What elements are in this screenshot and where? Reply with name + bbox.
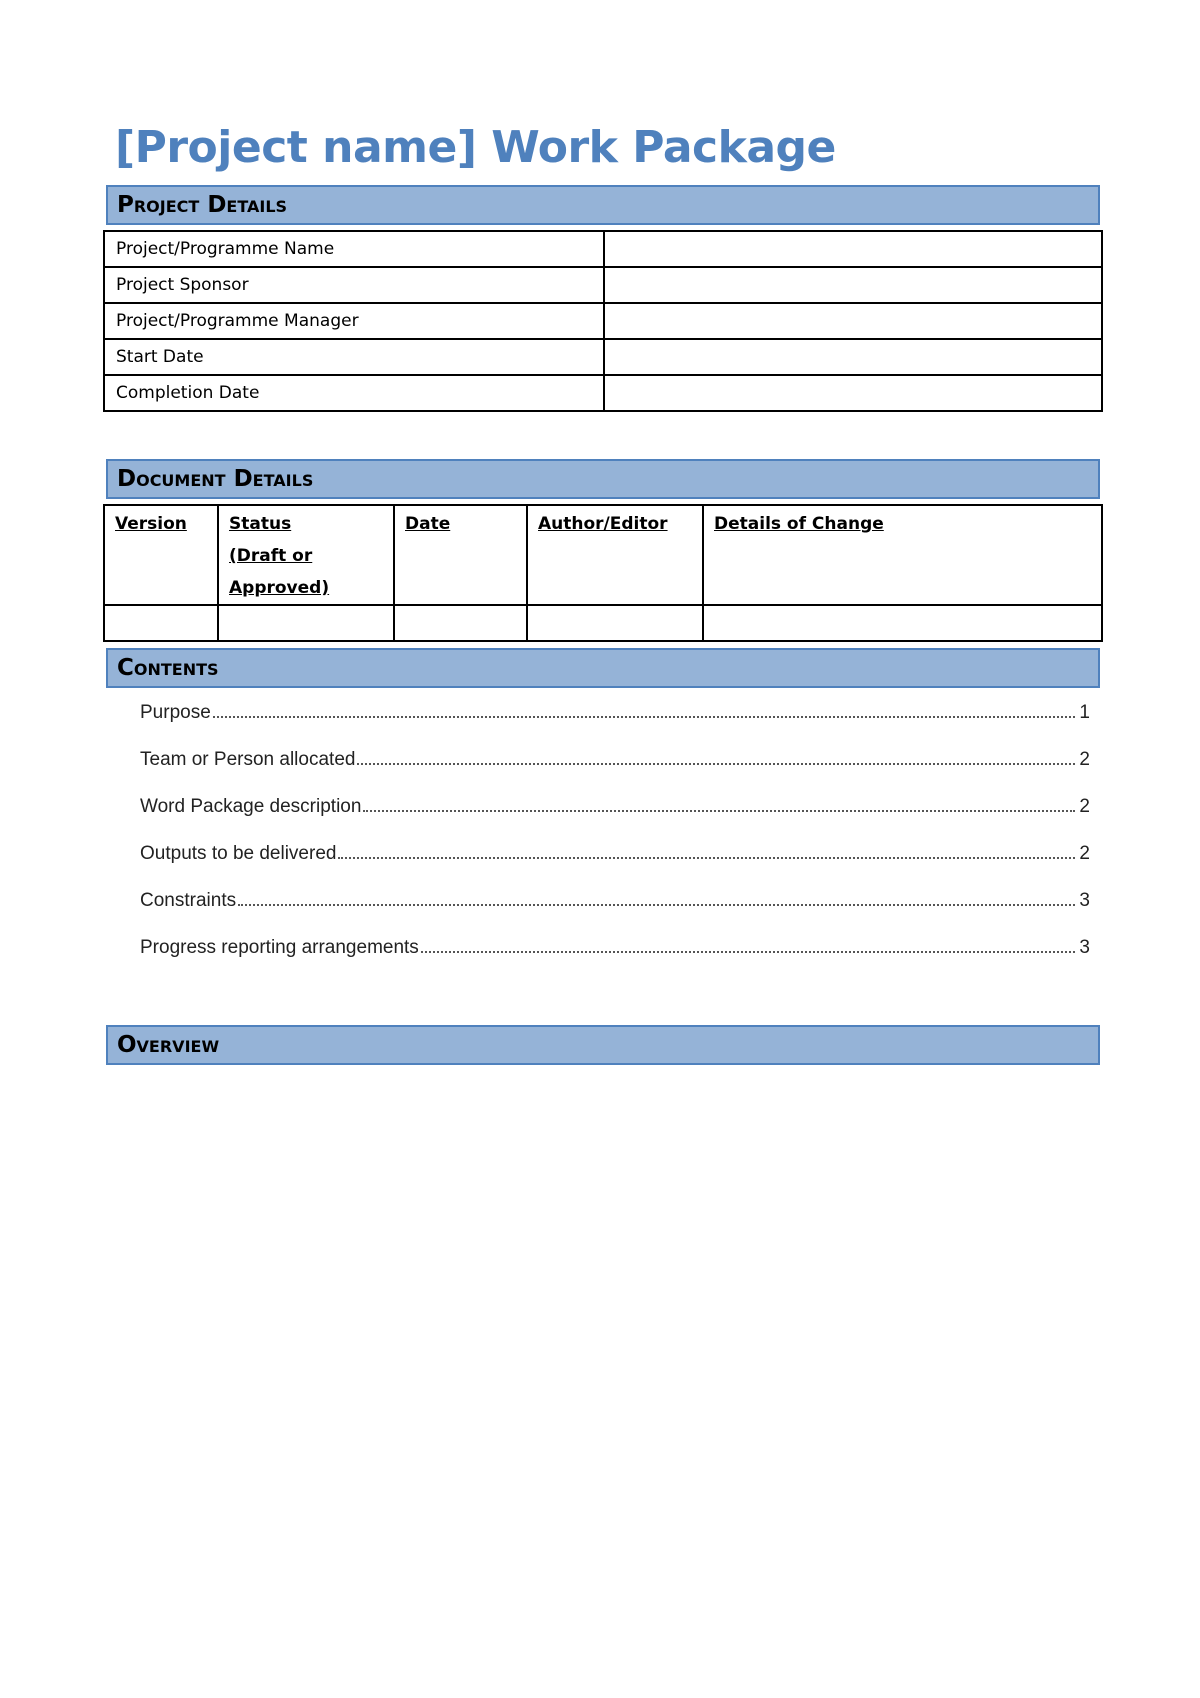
toc-page-number: 1	[1079, 702, 1090, 723]
date-header: Date	[394, 505, 527, 605]
toc-item-label: Outputs to be delivered	[140, 843, 337, 864]
page-title: [Project name] Work Package	[115, 122, 836, 173]
toc-item-progress[interactable]	[140, 937, 1090, 984]
toc-leader	[363, 810, 1075, 812]
toc-page-number: 2	[1079, 749, 1090, 770]
project-manager-label: Project/Programme Manager	[104, 303, 604, 339]
toc-item-label: Progress reporting arrangements	[140, 937, 419, 958]
section-header-document-details: Document Details	[106, 459, 1100, 499]
project-name-value[interactable]	[604, 231, 1102, 267]
toc-leader	[213, 716, 1075, 718]
project-details-table	[103, 230, 1103, 412]
completion-date-label: Completion Date	[104, 375, 604, 411]
status-header-sub: (Draft or Approved)	[229, 546, 330, 598]
author-header: Author/Editor	[527, 505, 703, 605]
toc-item-label: Purpose	[140, 702, 211, 723]
toc-page-number: 2	[1079, 796, 1090, 817]
start-date-label: Start Date	[104, 339, 604, 375]
details-of-change-header: Details of Change	[703, 505, 1102, 605]
status-header-label: Status	[229, 514, 292, 534]
toc-leader	[421, 951, 1075, 953]
table-header-row	[104, 505, 1102, 605]
project-manager-value[interactable]	[604, 303, 1102, 339]
section-header-overview: Overview	[106, 1025, 1100, 1065]
status-cell[interactable]	[218, 605, 394, 641]
table-of-contents	[140, 702, 1090, 984]
toc-item-constraints[interactable]	[140, 890, 1090, 937]
details-of-change-cell[interactable]	[703, 605, 1102, 641]
toc-item-label: Team or Person allocated	[140, 749, 356, 770]
table-row	[104, 303, 1102, 339]
toc-item-outputs[interactable]	[140, 843, 1090, 890]
status-header	[218, 505, 394, 605]
toc-leader	[357, 763, 1075, 765]
table-row	[104, 339, 1102, 375]
toc-leader	[238, 904, 1075, 906]
author-cell[interactable]	[527, 605, 703, 641]
version-cell[interactable]	[104, 605, 218, 641]
toc-item-purpose[interactable]	[140, 702, 1090, 749]
toc-leader	[338, 857, 1075, 859]
document-details-table	[103, 504, 1103, 642]
toc-item-label: Word Package description	[140, 796, 362, 817]
toc-page-number: 2	[1079, 843, 1090, 864]
project-name-label: Project/Programme Name	[104, 231, 604, 267]
toc-item-team[interactable]	[140, 749, 1090, 796]
project-sponsor-label: Project Sponsor	[104, 267, 604, 303]
date-cell[interactable]	[394, 605, 527, 641]
table-row	[104, 231, 1102, 267]
completion-date-value[interactable]	[604, 375, 1102, 411]
project-sponsor-value[interactable]	[604, 267, 1102, 303]
section-header-project-details: Project Details	[106, 185, 1100, 225]
toc-page-number: 3	[1079, 890, 1090, 911]
start-date-value[interactable]	[604, 339, 1102, 375]
version-header: Version	[104, 505, 218, 605]
table-row	[104, 375, 1102, 411]
toc-item-description[interactable]	[140, 796, 1090, 843]
section-header-contents: Contents	[106, 648, 1100, 688]
toc-page-number: 3	[1079, 937, 1090, 958]
table-row	[104, 267, 1102, 303]
toc-item-label: Constraints	[140, 890, 237, 911]
table-row	[104, 605, 1102, 641]
